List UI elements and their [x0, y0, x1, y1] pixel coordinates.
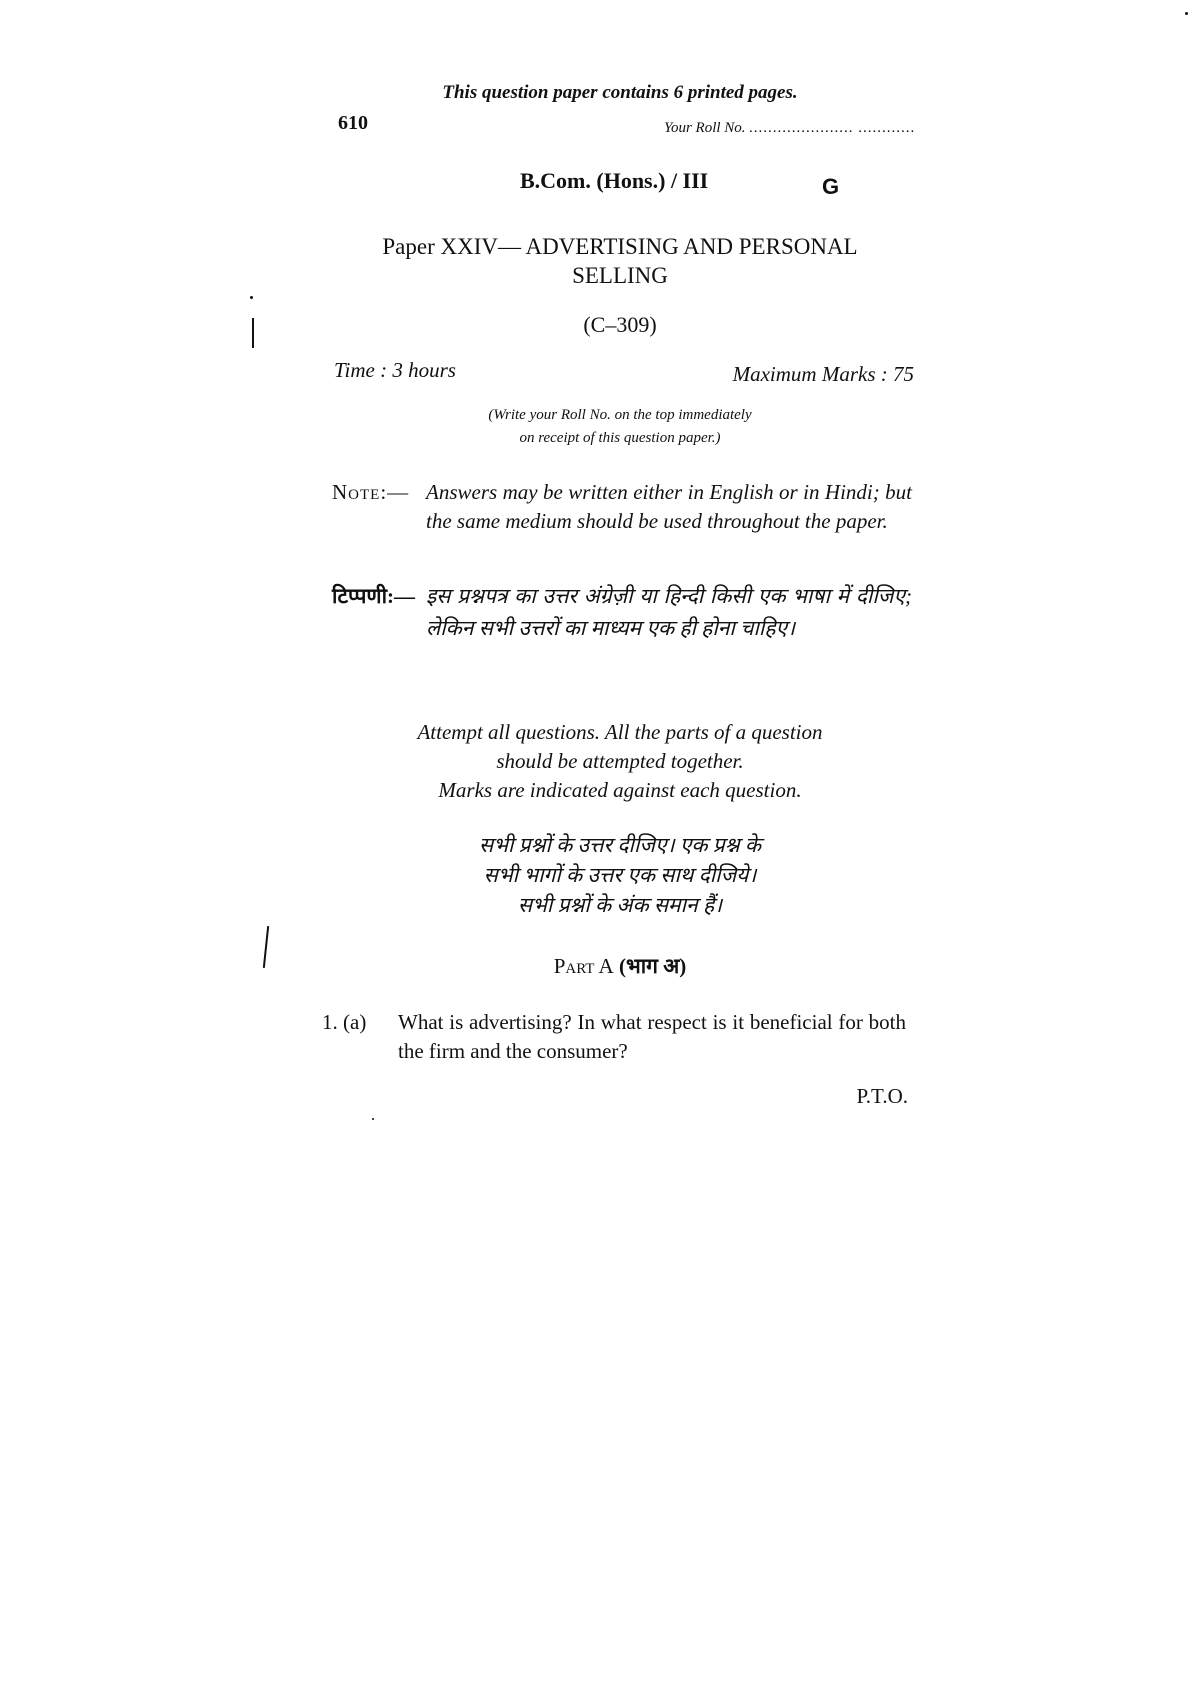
hindi-note-text: इस प्रश्नपत्र का उत्तर अंग्रेज़ी या हिन्दी किसी एक भाषा में दीजिए; लेकिन सभी उत्तरों का माध्यम एक ही होना चाहिए।	[426, 584, 912, 640]
hindi-note	[332, 580, 912, 644]
scan-dot	[372, 1118, 374, 1120]
part-label-hindi: (भाग अ)	[618, 954, 687, 978]
paper-number: 610	[338, 112, 368, 134]
maximum-marks: Maximum Marks : 75	[732, 362, 914, 386]
roll-number-label: Your Roll No.	[664, 120, 746, 136]
paper-title-line-2: SELLING	[572, 263, 668, 288]
roll-instruction-line-2: on receipt of this question paper.)	[519, 430, 721, 446]
general-instructions-hindi	[300, 830, 940, 920]
paper-title	[300, 232, 940, 290]
general-instructions	[300, 718, 940, 805]
time-text: Time : 3 hours	[334, 358, 456, 382]
part-heading	[300, 952, 940, 980]
english-note	[332, 478, 912, 536]
instruction-line-1: Attempt all questions. All the parts of a question	[417, 720, 823, 744]
scan-dot	[250, 296, 253, 299]
hindi-instruction-line-1: सभी प्रश्नों के उत्तर दीजिए। एक प्रश्न के	[479, 833, 761, 857]
set-letter: G	[822, 174, 840, 199]
hindi-note-label: टिप्पणी:—	[332, 584, 416, 608]
please-turn-over: P.T.O.	[856, 1084, 908, 1108]
note-text: Answers may be written either in English or in Hindi; but the same medium should be used throughout the paper.	[426, 480, 912, 533]
paper-title-line-1: Paper XXIV— ADVERTISING AND PERSONAL	[382, 234, 858, 259]
question-1a	[322, 1008, 906, 1066]
paper-code: (C–309)	[583, 312, 657, 337]
instruction-line-2: should be attempted together.	[496, 749, 744, 773]
part-label: Part A	[553, 954, 614, 978]
time-allowed	[334, 358, 456, 383]
course-title: B.Com. (Hons.) / III	[520, 168, 709, 193]
roll-number-field	[664, 120, 916, 137]
hindi-instruction-line-3: सभी प्रश्नों के अंक समान हैं।	[517, 893, 723, 917]
roll-instruction-line-1: (Write your Roll No. on the top immediately	[488, 407, 752, 423]
note-label: Note:—	[332, 480, 410, 504]
printed-pages-note: This question paper contains 6 printed pages.	[442, 82, 798, 103]
question-text: What is advertising? In what respect is it beneficial for both the firm and the consumer?	[398, 1010, 906, 1063]
question-number: 1. (a)	[322, 1010, 367, 1034]
scan-mark	[252, 318, 254, 348]
scan-mark	[263, 926, 269, 968]
hindi-instruction-line-2: सभी भागों के उत्तर एक साथ दीजिये।	[483, 863, 757, 887]
instruction-line-3: Marks are indicated against each question.	[438, 778, 802, 802]
scan-dot	[1185, 12, 1188, 15]
roll-instruction	[300, 404, 940, 450]
roll-number-blank: ...................... ............	[749, 120, 916, 136]
